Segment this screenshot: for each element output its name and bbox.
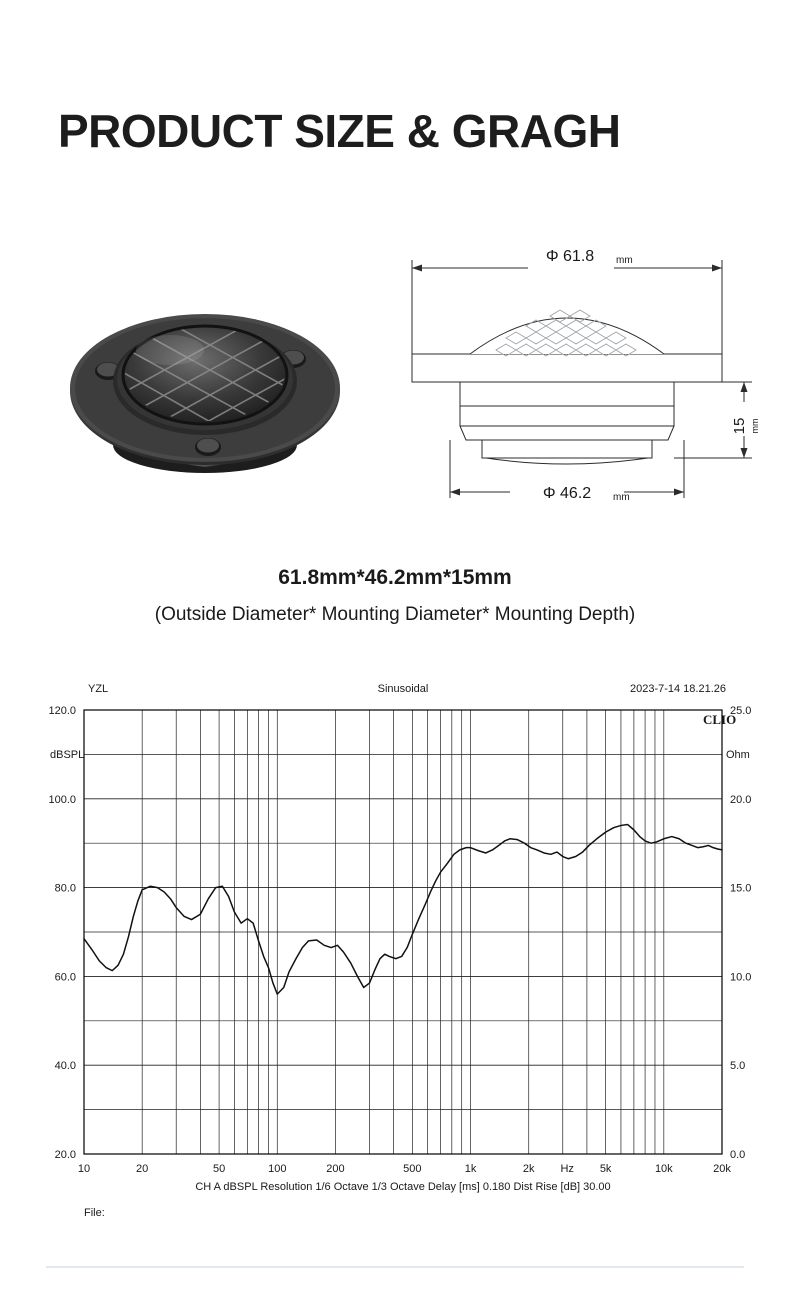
- svg-text:60.0: 60.0: [54, 971, 76, 984]
- dimension-summary-note: (Outside Diameter* Mounting Diameter* Mounting Depth): [154, 604, 636, 625]
- page-title: PRODUCT SIZE & GRAGH: [58, 105, 621, 157]
- frequency-response-chart: [0, 666, 790, 1236]
- mounting-depth-unit: mm: [750, 418, 760, 434]
- svg-text:0.0: 0.0: [730, 1149, 746, 1161]
- svg-text:Hz: Hz: [560, 1163, 574, 1175]
- svg-text:20k: 20k: [713, 1163, 731, 1175]
- svg-text:10.0: 10.0: [730, 971, 752, 984]
- product-photo-illustration: [40, 295, 390, 510]
- chart-file-label: File:: [84, 1207, 105, 1219]
- svg-text:120.0: 120.0: [48, 705, 76, 717]
- svg-text:2k: 2k: [522, 1163, 535, 1175]
- svg-text:40.0: 40.0: [54, 1060, 76, 1073]
- outside-diameter-label: Φ 61.8: [545, 248, 595, 265]
- svg-text:5.0: 5.0: [730, 1060, 746, 1073]
- svg-text:20.0: 20.0: [730, 793, 752, 806]
- svg-text:20: 20: [136, 1163, 149, 1175]
- svg-text:50: 50: [212, 1163, 226, 1175]
- frequency-response-svg: [0, 666, 790, 1236]
- chart-y2label: Ohm: [726, 749, 750, 761]
- svg-text:80.0: 80.0: [54, 882, 76, 895]
- svg-text:5k: 5k: [599, 1163, 612, 1175]
- svg-text:25.0: 25.0: [730, 705, 752, 717]
- svg-text:10: 10: [77, 1163, 91, 1175]
- technical-drawing: [400, 230, 780, 530]
- dimension-summary: 61.8mm*46.2mm*15mm: [278, 566, 512, 589]
- svg-text:10k: 10k: [654, 1163, 673, 1175]
- svg-text:100: 100: [268, 1163, 287, 1175]
- chart-timestamp: 2023-7-14 18.21.26: [629, 683, 726, 695]
- outside-diameter-unit: mm: [616, 255, 633, 266]
- chart-owner-label: YZL: [88, 683, 109, 695]
- mounting-diameter-unit: mm: [613, 492, 630, 503]
- chart-ylabel: dBSPL: [50, 749, 85, 761]
- svg-text:20.0: 20.0: [54, 1149, 76, 1161]
- clio-watermark: CLIO: [703, 712, 737, 727]
- chart-plot-group: [48, 705, 751, 1175]
- footer-divider: [46, 1266, 744, 1268]
- product-photo: [40, 295, 390, 510]
- svg-text:1k: 1k: [464, 1163, 477, 1175]
- technical-drawing-svg: [400, 230, 780, 530]
- chart-footer: CH A dBSPL Resolution 1/6 Octave 1/3 Octave Delay [ms] 0.180 Dist Rise [dB] 30.00: [195, 1181, 611, 1193]
- svg-text:200: 200: [326, 1163, 345, 1175]
- chart-title: Sinusoidal: [377, 683, 429, 695]
- svg-text:15.0: 15.0: [730, 882, 752, 895]
- svg-text:500: 500: [403, 1163, 422, 1175]
- mounting-diameter-label: Φ 46.2: [542, 485, 592, 502]
- mounting-depth-label: 15: [731, 417, 748, 435]
- svg-text:100.0: 100.0: [48, 793, 76, 806]
